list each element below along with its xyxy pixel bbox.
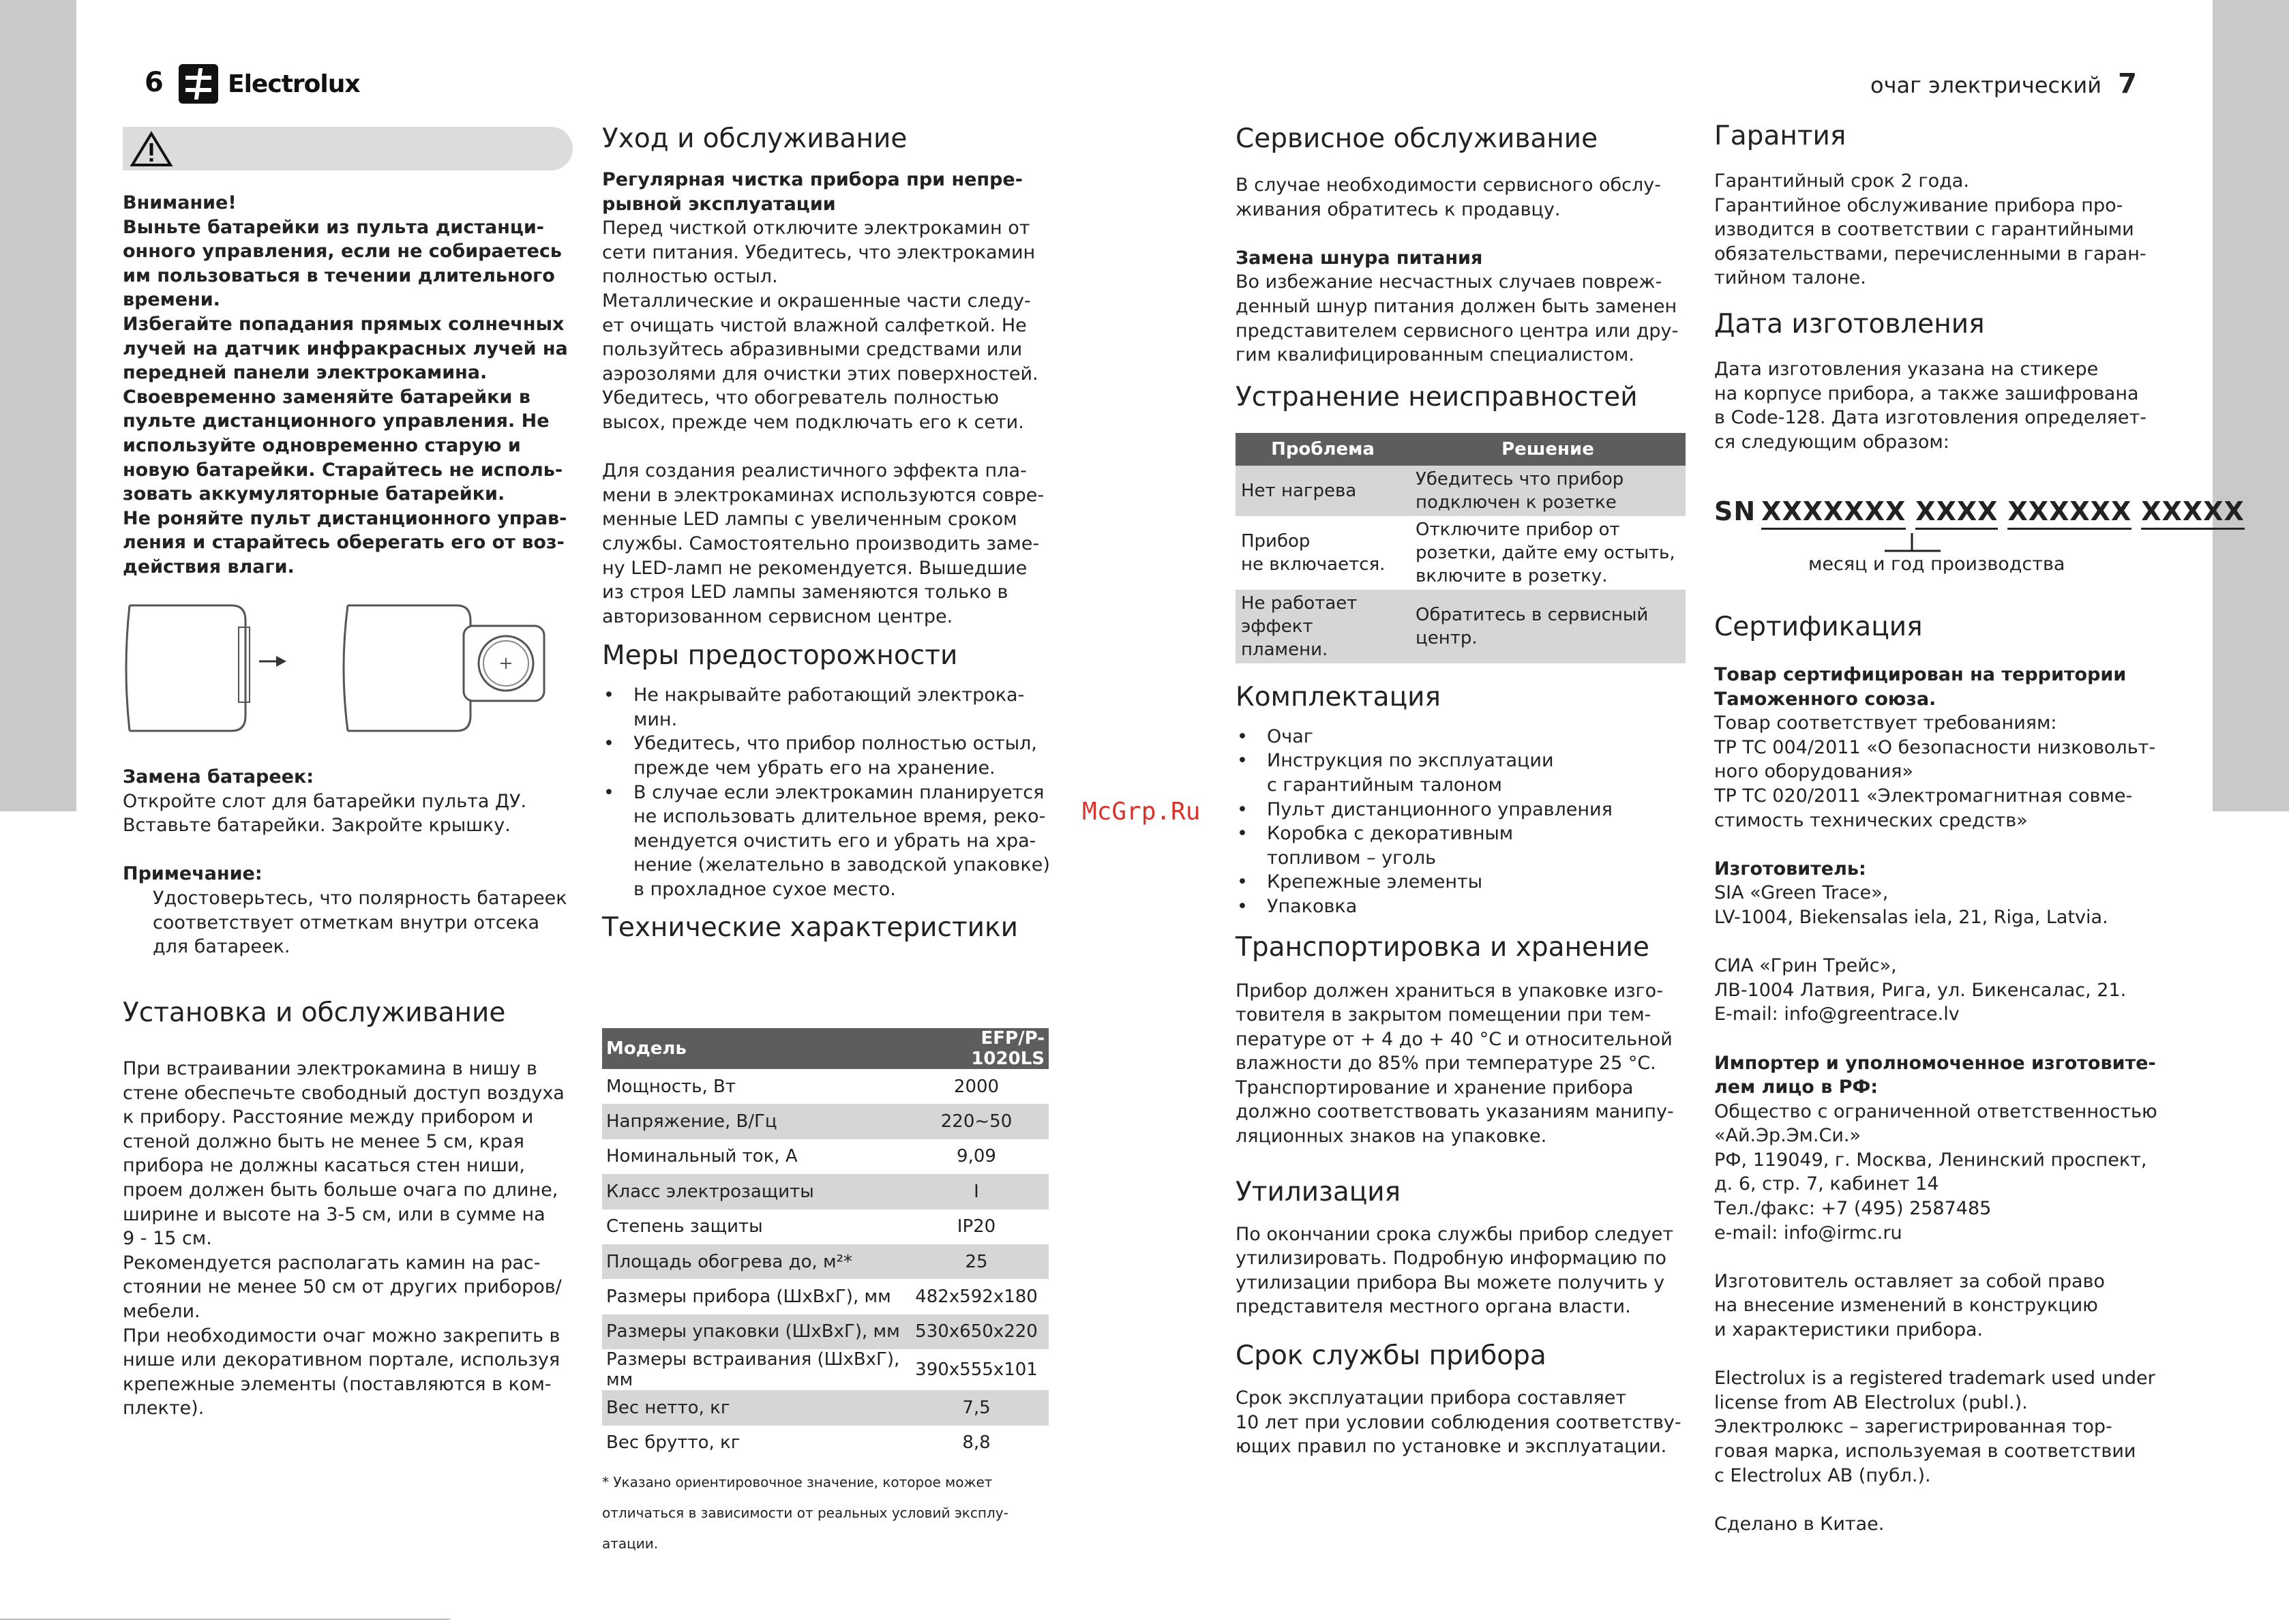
warning-text bbox=[123, 191, 573, 580]
led-text bbox=[602, 459, 1066, 629]
column-2 bbox=[602, 123, 1066, 944]
cell-line: Обратитесь в сервисный bbox=[1416, 604, 1649, 625]
install-section bbox=[123, 997, 586, 1421]
maker-line: LV-1004, Biekensalas iela, 21, Riga, Latvia. bbox=[1714, 906, 2108, 928]
trademark-line: license from AB Electrolux (publ.). bbox=[1714, 1392, 2028, 1413]
warning-line: действия влаги. bbox=[123, 556, 295, 577]
column-4-bottom bbox=[1714, 611, 2205, 1536]
document-title: очаг электрический bbox=[1870, 72, 2101, 98]
trouble-header-problem: Проблема bbox=[1236, 433, 1410, 466]
spec-row bbox=[602, 1174, 1049, 1209]
list-item-line: • Очаг bbox=[1267, 725, 1313, 747]
warranty-line: обязательствами, перечисленными в гаран- bbox=[1714, 243, 2146, 265]
rights-line: Изготовитель оставляет за собой право bbox=[1714, 1270, 2105, 1292]
life-line: 10 лет при условии соблюдения соответству- bbox=[1236, 1411, 1681, 1433]
cell-line: подключен к розетке bbox=[1416, 492, 1617, 513]
disposal-line: утилизации прибора Вы можете получить у bbox=[1236, 1272, 1665, 1293]
cleaning-line: сети питания. Убедитесь, что электрокамин bbox=[602, 241, 1036, 263]
note-line: соответствует отметкам внутри отсека bbox=[153, 912, 540, 933]
install-line: стоянии не менее 50 см от других приборов/ bbox=[123, 1276, 562, 1298]
led-line: ну LED-ламп не рекомендуется. Вышедшие bbox=[602, 557, 1028, 579]
trademark-line: с Electrolux AB (публ.). bbox=[1714, 1464, 1931, 1486]
brand-name: Electrolux bbox=[228, 70, 360, 98]
led-line: Для создания реалистичного эффекта пла- bbox=[602, 460, 1027, 482]
note-line: Удостоверьтесь, что полярность батареек bbox=[153, 887, 567, 909]
transport-line: влажности до 85% при температуре 25 °С. bbox=[1236, 1053, 1656, 1074]
list-item-line: нение (желательно в заводской упаковке) bbox=[633, 854, 1050, 876]
warning-line: новую батарейки. Старайтесь не исполь- bbox=[123, 459, 563, 481]
list-item-line: • Не накрывайте работающий электрока- bbox=[633, 685, 1025, 706]
maker-ru-text bbox=[1714, 954, 2205, 1027]
warning-line: Внимание! bbox=[123, 192, 237, 213]
warning-line: Избегайте попадания прямых солнечных bbox=[123, 313, 565, 335]
warranty-line: изводится в соответствии с гарантийными bbox=[1714, 219, 2134, 241]
date-text bbox=[1714, 357, 2191, 454]
kit-title: Комплектация bbox=[1236, 681, 1441, 712]
life-text bbox=[1236, 1386, 1699, 1459]
cord-line: гим квалифицированным специалистом. bbox=[1236, 344, 1634, 366]
importer-title bbox=[1714, 1051, 2205, 1100]
watermark: McGrp.Ru bbox=[1082, 798, 1201, 826]
battery-title: Замена батареек: bbox=[123, 766, 314, 787]
sn-bracket bbox=[1882, 533, 1943, 554]
spec-value: 25 bbox=[904, 1244, 1049, 1279]
kit-item bbox=[1236, 870, 1699, 894]
install-line: Рекомендуется располагать камин на рас- bbox=[123, 1252, 541, 1274]
cleaning-line: полностью остыл. bbox=[602, 266, 778, 288]
trouble-problem bbox=[1236, 590, 1410, 663]
cell-line: Не работает bbox=[1241, 592, 1358, 614]
battery-line: Откройте слот для батарейки пульта ДУ. bbox=[123, 790, 527, 812]
battery-section bbox=[123, 765, 573, 959]
list-item-line: мин. bbox=[633, 708, 678, 730]
importer-line: «Ай.Эр.Эм.Си.» bbox=[1714, 1125, 1861, 1147]
trouble-row bbox=[1236, 590, 1686, 663]
sn-prefix: SN bbox=[1714, 496, 1756, 526]
cell-line: Нет нагрева bbox=[1241, 480, 1357, 501]
cert-text bbox=[1714, 711, 2205, 832]
kit-item bbox=[1236, 822, 1699, 870]
spec-value: 9,09 bbox=[957, 1146, 996, 1167]
warning-line: зовать аккумуляторные батарейки. bbox=[123, 483, 505, 505]
serial-number-format bbox=[1714, 496, 2245, 526]
life-line: ющих правил по установке и эксплуатации. bbox=[1236, 1436, 1667, 1458]
right-page-number: 7 bbox=[2118, 68, 2137, 100]
rights-text bbox=[1714, 1269, 2205, 1342]
made-in: Сделано в Китае. bbox=[1714, 1513, 1885, 1535]
cell-line: Прибор bbox=[1241, 530, 1311, 552]
safety-title: Меры предосторожности bbox=[602, 640, 958, 672]
list-item-line: мендуется очистить его и убрать на хра- bbox=[633, 830, 1036, 852]
trouble-row bbox=[1236, 466, 1686, 516]
list-item-line: • В случае если электрокамин планируется bbox=[633, 781, 1045, 803]
cord-line: представителем сервисного центра или дру- bbox=[1236, 320, 1679, 342]
install-line: стене обеспечьте свободный доступ воздуха bbox=[123, 1082, 565, 1104]
led-line: из строя LED лампы заменяются только в bbox=[602, 582, 1008, 603]
list-item-line: • Пульт дистанционного управления bbox=[1267, 798, 1613, 820]
rights-line: на внесение изменений в конструкцию bbox=[1714, 1295, 2098, 1317]
warning-line: Выньте батарейки из пульта дистанци- bbox=[123, 216, 544, 238]
importer-title-line: Импортер и уполномоченное изготовите- bbox=[1714, 1052, 2156, 1074]
spec-value: 390x555x101 bbox=[915, 1359, 1038, 1381]
led-line: менные LED лампы с увеличенным сроком bbox=[602, 509, 1017, 530]
footer-line bbox=[0, 1619, 450, 1620]
install-line: прибора не должны касаться стен ниши, bbox=[123, 1155, 525, 1177]
spec-row bbox=[602, 1349, 1049, 1390]
spec-row bbox=[602, 1244, 1049, 1279]
install-line: 9 - 15 см. bbox=[123, 1228, 212, 1250]
date-line: в Code-128. Дата изготовления определяет- bbox=[1714, 407, 2146, 429]
right-header bbox=[1870, 68, 2137, 100]
spec-value: 482x592x180 bbox=[915, 1287, 1038, 1308]
install-text bbox=[123, 1057, 586, 1421]
service-line: живания обратитесь к продавцу. bbox=[1236, 198, 1561, 220]
spec-header-model: EFP/P-1020LS bbox=[904, 1028, 1049, 1069]
cell-line: не включается. bbox=[1241, 554, 1386, 575]
spec-row bbox=[602, 1390, 1049, 1425]
cleaning-line: аэрозолями для очистки этих поверхностей. bbox=[602, 363, 1038, 385]
battery-illustration bbox=[123, 600, 573, 736]
trouble-title: Устранение неисправностей bbox=[1236, 381, 1638, 412]
kit-item bbox=[1236, 894, 1699, 919]
trouble-header-row bbox=[1236, 433, 1686, 466]
spec-value: 8,8 bbox=[962, 1432, 991, 1454]
cell-line: эффект пламени. bbox=[1241, 616, 1328, 660]
spec-label: Вес брутто, кг bbox=[606, 1432, 740, 1454]
cell-line: центр. bbox=[1416, 627, 1478, 648]
care-title: Уход и обслуживание bbox=[602, 123, 908, 154]
kit-item bbox=[1236, 725, 1699, 749]
trouble-solution bbox=[1410, 516, 1686, 590]
warning-bar bbox=[123, 127, 573, 170]
transport-title: Транспортировка и хранение bbox=[1236, 931, 1649, 963]
warranty-line: тийном талоне. bbox=[1714, 267, 1866, 289]
cert-bold-line: Товар сертифицирован на территории bbox=[1714, 664, 2127, 685]
spec-value: 220~50 bbox=[904, 1104, 1049, 1139]
cert-line: ТР ТС 004/2011 «О безопасности низковольт- bbox=[1714, 736, 2156, 758]
cert-line: ного оборудования» bbox=[1714, 761, 1913, 783]
list-item-line: • Крепежные элементы bbox=[1267, 871, 1483, 893]
date-title: Дата изготовления bbox=[1714, 308, 1985, 340]
spec-value: I bbox=[904, 1174, 1049, 1209]
cleaning-line: Металлические и окрашенные части следу- bbox=[602, 290, 1031, 312]
install-line: При встраивании электрокамина в нишу в bbox=[123, 1058, 537, 1079]
cleaning-text bbox=[602, 216, 1066, 434]
kit-item bbox=[1236, 798, 1699, 822]
cert-line: стимость технических средств» bbox=[1714, 809, 2028, 831]
importer-line: e-mail: info@irmc.ru bbox=[1714, 1222, 1902, 1244]
left-margin-band bbox=[0, 0, 76, 811]
cord-text bbox=[1236, 270, 1699, 367]
maker-text bbox=[1714, 881, 2205, 929]
sn-caption: месяц и год производства bbox=[1808, 554, 2065, 575]
spec-row bbox=[602, 1426, 1049, 1460]
date-line: Дата изготовления указана на стикере bbox=[1714, 358, 2099, 380]
importer-line: Тел./факс: +7 (495) 2587485 bbox=[1714, 1198, 1992, 1220]
disposal-line: По окончании срока службы прибор следует bbox=[1236, 1223, 1674, 1245]
warning-icon bbox=[130, 131, 173, 168]
list-item-line: • Убедитесь, что прибор полностью остыл, bbox=[633, 733, 1037, 755]
install-title: Установка и обслуживание bbox=[123, 997, 506, 1028]
importer-title-line: лем лицо в РФ: bbox=[1714, 1077, 1879, 1098]
warranty-title: Гарантия bbox=[1714, 121, 1846, 151]
service-title: Сервисное обслуживание bbox=[1236, 123, 1598, 154]
trademark-line: говая марка, используемая в соответствии bbox=[1714, 1441, 2136, 1462]
cord-line: Во избежание несчастных случаев повреж- bbox=[1236, 271, 1662, 293]
date-line: на корпусе прибора, а также зашифрована bbox=[1714, 382, 2139, 404]
spec-row bbox=[602, 1279, 1049, 1314]
spec-table bbox=[602, 1028, 1049, 1460]
install-line: крепежные элементы (поставляются в ком- bbox=[123, 1373, 552, 1395]
warning-line: времени. bbox=[123, 289, 220, 311]
led-line: авторизованном сервисном центре. bbox=[602, 605, 953, 627]
cord-title: Замена шнура питания bbox=[1236, 247, 1483, 269]
spec-label: Степень защиты bbox=[606, 1216, 763, 1237]
service-text bbox=[1236, 173, 1699, 222]
rights-line: и характеристики прибора. bbox=[1714, 1319, 1984, 1341]
spec-label: Размеры встраивания (ШхВхГ), мм bbox=[606, 1349, 900, 1391]
warning-line: пульте дистанционного управления. Не bbox=[123, 410, 550, 432]
maker-ru-line: СИА «Грин Трейс», bbox=[1714, 955, 1897, 977]
warranty-line: Гарантийный срок 2 года. bbox=[1714, 170, 1969, 192]
sn-group: XXXXX bbox=[2141, 496, 2245, 530]
column-4-top bbox=[1714, 120, 2191, 454]
led-line: мени в электрокаминах используются совре- bbox=[602, 484, 1045, 506]
spec-label: Класс электрозащиты bbox=[602, 1174, 904, 1209]
life-title: Срок службы прибора bbox=[1236, 1340, 1546, 1372]
list-item-line: топливом – уголь bbox=[1267, 847, 1437, 869]
sn-group: XXXX bbox=[1915, 496, 1998, 530]
led-line: службы. Самостоятельно производить заме- bbox=[602, 532, 1040, 554]
spec-header-row bbox=[602, 1028, 1049, 1069]
install-line: проем должен быть больше очага по длине, bbox=[123, 1179, 558, 1201]
list-item-line: • Коробка с декоративным bbox=[1267, 823, 1514, 845]
safety-item bbox=[602, 781, 1066, 902]
cert-bold-line: Таможенного союза. bbox=[1714, 688, 1936, 710]
warning-line: лучей на датчик инфракрасных лучей на bbox=[123, 337, 568, 359]
cell-line: Убедитесь что прибор bbox=[1416, 468, 1624, 490]
cleaning-line: Перед чисткой отключите электрокамин от bbox=[602, 217, 1030, 239]
transport-line: ляционных знаков на упаковке. bbox=[1236, 1126, 1547, 1147]
warning-line: ления и старайтесь оберегать его от воз- bbox=[123, 532, 565, 554]
importer-text bbox=[1714, 1100, 2205, 1246]
cleaning-line: пользуйтесь абразивными средствами или bbox=[602, 339, 1023, 361]
cleaning-line: Убедитесь, что обогреватель полностью bbox=[602, 387, 999, 409]
transport-line: пературе от + 4 до + 40 °С и относительной bbox=[1236, 1028, 1673, 1050]
cell-line: Отключите прибор от bbox=[1416, 519, 1620, 540]
trademark-line: Electrolux is a registered trademark used under bbox=[1714, 1368, 2155, 1389]
spec-row bbox=[602, 1139, 1049, 1174]
install-line: При необходимости очаг можно закрепить в bbox=[123, 1325, 560, 1347]
spec-label: Мощность, Вт bbox=[606, 1076, 736, 1097]
install-line: ширине и высоте на 3-5 см, или в сумме на bbox=[123, 1203, 545, 1225]
spec-table-wrap bbox=[602, 1028, 1049, 1566]
warning-line: Не роняйте пульт дистанционного управ- bbox=[123, 507, 567, 529]
warning-line: онного управления, если не собираетесь bbox=[123, 241, 563, 262]
warning-line: используйте одновременно старую и bbox=[123, 434, 521, 456]
list-item-line: прежде чем убрать его на хранение. bbox=[633, 757, 996, 779]
disposal-line: утилизировать. Подробную информацию по bbox=[1236, 1248, 1666, 1269]
note-text bbox=[123, 886, 573, 959]
cleaning-title-line: Регулярная чистка прибора при непре- bbox=[602, 169, 1023, 190]
trouble-solution bbox=[1410, 466, 1686, 516]
spec-row bbox=[602, 1209, 1049, 1244]
spec-label: Номинальный ток, А bbox=[606, 1146, 798, 1167]
cleaning-title bbox=[602, 168, 1066, 216]
right-margin-band bbox=[2213, 0, 2289, 811]
maker-ru-line: ЛВ-1004 Латвия, Рига, ул. Бикенсалас, 21. bbox=[1714, 979, 2127, 1001]
list-item-line: • Упаковка bbox=[1267, 895, 1358, 917]
cord-line: денный шнур питания должен быть заменен bbox=[1236, 295, 1677, 317]
kit-list bbox=[1236, 725, 1699, 919]
spec-label: Напряжение, В/Гц bbox=[602, 1104, 904, 1139]
list-item-line: • Инструкция по эксплуатации bbox=[1267, 750, 1554, 772]
install-line: плекте). bbox=[123, 1398, 205, 1419]
warranty-line: Гарантийное обслуживание прибора про- bbox=[1714, 194, 2123, 216]
disposal-line: представителя местного органа власти. bbox=[1236, 1296, 1631, 1318]
footnote-line: отличаться в зависимости от реальных условий эксплу- bbox=[602, 1504, 1008, 1521]
importer-line: д. 6, стр. 7, кабинет 14 bbox=[1714, 1173, 1939, 1195]
spec-header-label: Модель bbox=[602, 1028, 904, 1069]
spec-row bbox=[602, 1069, 1049, 1104]
sn-group: XXXXXX bbox=[2007, 496, 2131, 530]
column-1 bbox=[123, 191, 573, 580]
battery-text bbox=[123, 790, 573, 838]
list-item-line: с гарантийным талоном bbox=[1267, 774, 1502, 796]
cert-line: Товар соответствует требованиям: bbox=[1714, 712, 2057, 734]
spec-label: Площадь обогрева до, м²* bbox=[602, 1244, 904, 1279]
cert-title: Сертификация bbox=[1714, 612, 1923, 642]
battery-line: Вставьте батарейки. Закройте крышку. bbox=[123, 815, 511, 837]
spec-value: IP20 bbox=[957, 1216, 996, 1237]
transport-line: товителя в закрытом помещении при тем- bbox=[1236, 1004, 1651, 1026]
transport-line: должно соответствовать указаниям манипу- bbox=[1236, 1101, 1674, 1123]
sn-group: XXXXXXX bbox=[1761, 496, 1906, 530]
spec-value: 7,5 bbox=[904, 1390, 1049, 1425]
cell-line: розетки, дайте ему остыть, bbox=[1416, 542, 1675, 563]
importer-line: РФ, 119049, г. Москва, Ленинский проспект, bbox=[1714, 1149, 2147, 1171]
kit-item bbox=[1236, 749, 1699, 797]
cell-line: включите в розетку. bbox=[1416, 565, 1608, 586]
cert-bold-text bbox=[1714, 663, 2205, 711]
service-line: В случае необходимости сервисного обслу- bbox=[1236, 175, 1661, 196]
trademark-text bbox=[1714, 1366, 2205, 1488]
list-item-line: в прохладное сухое место. bbox=[633, 879, 896, 901]
warning-line: передней панели электрокамина. bbox=[123, 362, 488, 384]
spec-value: 530x650x220 bbox=[904, 1314, 1049, 1349]
safety-item bbox=[602, 683, 1066, 732]
note-line: для батареек. bbox=[153, 936, 290, 958]
left-page-number: 6 bbox=[145, 67, 164, 98]
life-line: Срок эксплуатации прибора составляет bbox=[1236, 1387, 1627, 1409]
trouble-problem bbox=[1236, 516, 1410, 590]
footnote-line: атации. bbox=[602, 1535, 659, 1552]
maker-title: Изготовитель: bbox=[1714, 858, 1866, 879]
warranty-text bbox=[1714, 169, 2191, 290]
importer-line: Общество с ограниченной ответственностью bbox=[1714, 1100, 2157, 1122]
install-line: стеной должно быть не менее 5 см, края bbox=[123, 1130, 524, 1152]
warning-line: им пользоваться в течении длительного bbox=[123, 265, 555, 286]
cert-line: ТР ТС 020/2011 «Электромагнитная совме- bbox=[1714, 785, 2133, 807]
column-3 bbox=[1236, 123, 1699, 1459]
disposal-title: Утилизация bbox=[1236, 1176, 1401, 1207]
footnote-line: * Указано ориентировочное значение, которое может bbox=[602, 1473, 993, 1490]
disposal-text bbox=[1236, 1222, 1699, 1319]
install-line: к прибору. Расстояние между прибором и bbox=[123, 1107, 534, 1128]
electrolux-logo-icon bbox=[179, 64, 218, 104]
trouble-solution bbox=[1410, 590, 1686, 663]
install-line: мебели. bbox=[123, 1300, 200, 1322]
spec-label: Вес нетто, кг bbox=[602, 1390, 904, 1425]
cleaning-line: высох, прежде чем подключать его к сети. bbox=[602, 411, 1024, 433]
electrolux-logo bbox=[179, 64, 360, 104]
spec-label: Размеры упаковки (ШхВхГ), мм bbox=[602, 1314, 904, 1349]
spec-label: Размеры прибора (ШхВхГ), мм bbox=[606, 1287, 891, 1308]
transport-line: Прибор должен храниться в упаковке изго- bbox=[1236, 980, 1663, 1002]
safety-list bbox=[602, 683, 1066, 901]
spec-row bbox=[602, 1314, 1049, 1349]
spec-value: 2000 bbox=[953, 1076, 1000, 1097]
spec-footnote bbox=[602, 1474, 1049, 1552]
trouble-header-solution: Решение bbox=[1410, 433, 1686, 466]
maker-ru-line: E-mail: info@greentrace.lv bbox=[1714, 1004, 1960, 1025]
install-line: нише или декоративном портале, используя bbox=[123, 1349, 560, 1371]
safety-item bbox=[602, 732, 1066, 780]
trademark-line: Электролюкс – зарегистрированная тор- bbox=[1714, 1416, 2112, 1438]
tech-title: Технические характеристики bbox=[602, 912, 1018, 943]
date-line: ся следующим образом: bbox=[1714, 431, 1949, 453]
cleaning-title-line: рывной эксплуатации bbox=[602, 193, 836, 215]
trouble-table bbox=[1236, 433, 1686, 663]
transport-text bbox=[1236, 979, 1699, 1149]
trouble-problem bbox=[1236, 466, 1410, 516]
cleaning-line: ет очищать чистой влажной салфеткой. Не bbox=[602, 314, 1027, 336]
warning-line: Своевременно заменяйте батарейки в bbox=[123, 386, 530, 408]
maker-line: SIA «Green Trace», bbox=[1714, 882, 1889, 904]
transport-line: Транспортирование и хранение прибора bbox=[1236, 1077, 1634, 1098]
list-item-line: не использовать длительное время, реко- bbox=[633, 806, 1046, 828]
note-title: Примечание: bbox=[123, 863, 263, 885]
spec-row bbox=[602, 1104, 1049, 1139]
trouble-row bbox=[1236, 516, 1686, 590]
